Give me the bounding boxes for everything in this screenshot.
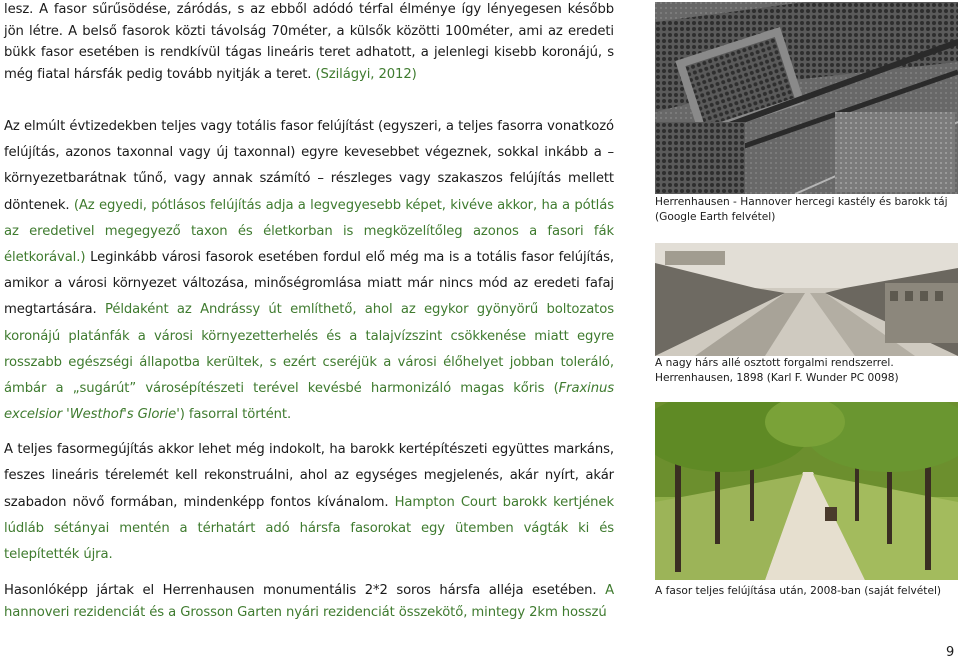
citation: (Szilágyi, 2012) [311,66,417,82]
paragraph-3 [4,437,614,568]
paragraph-3-sentence-1: A teljes fasormegújítás akkor lehet még indokolt, ha barokk kertépítészeti együttes markáns, feszes lineáris térelemét kell rekonstruálni, ahol az egységes megjelenés, akár nyírt, akár szabadon növő formában, mindenképp fontos kívánalom. [4,442,614,510]
paragraph-1-text: lesz. A fasor sűrűsödése, záródás, s az ebből adódó térfal élménye így lényegesen később jön létre. A belső fasorok közti távolság 70méter, a külsők közötti 100méter, ami az eredeti bükk fasor esetében is rendkívül tágas lineáris teret adhatott, a jelenlegi kisebb koronájú, s még fiatal hársfák pedig tovább nyitják a teret. [4,2,614,82]
alley-photo [655,402,958,580]
paragraph-2-sentence-3: Leginkább városi fasorok esetében fordul elő még ma is a totális fasor felújítás, amikor a városi környezet változása, minőségromlása miatt már nincs mód az eredeti fafaj megtartására. [4,250,614,318]
aerial-caption: Herrenhausen - Hannover hercegi kastély és barokk táj (Google Earth felvétel) [655,196,948,223]
alley-caption: A fasor teljes felújítása után, 2008-ban (saját felvétel) [655,585,942,597]
aerial-photo [655,2,958,194]
paragraph-4-sentence-2: A hannoveri rezidenciát és a Grosson Garten nyári rezidenciát összekötő, mintegy 2km hosszú [4,583,614,620]
paragraph-2-sentence-4: Példaként az Andrássy út említhető, ahol az egykor gyönyörű boltozatos koronájú platánfák a városi környezetterhelés és a talajvízszint csökkenése miatt egyre rosszabb egészségi állapotba kerültek, s ezért cseréjük a városi élőhelyet jobban toleráló, ámbár a „sugárút” városépítészeti terével kevésbé harmonizáló magas kőris ( [4,302,614,397]
paragraph-2-sentence-1: Az elmúlt évtizedekben teljes vagy totális fasor felújítást (egyszeri, a teljes fasorra vonatkozó felújítás, azonos taxonnal vagy új taxonnal) egyre kevesebbet végeznek, sokkal inkább a – környezetbarátnak tűnő, vagy annak számító – részleges vagy szakaszos felújítás mellett döntenek. [4,119,614,213]
page-number: 9 [946,645,955,660]
paragraph-4 [4,580,614,624]
paragraph-2-end: ) fasorral történt. [179,407,292,423]
paragraph-2-sentence-2: (Az egyedi, pótlásos felújítás adja a legvegyesebb képet, kivéve akkor, ha a pótlás az eredetivel megegyező taxon és életkorban is megközelítőleg azonos a fasori fák életkorával.) [4,197,614,266]
paragraph-1 [4,0,614,85]
postcard-photo [655,243,958,356]
postcard-caption: A nagy hárs allé osztott forgalmi rendszerrel. Herrenhausen, 1898 (Karl F. Wunder PC 0098) [655,357,899,384]
species-name: Fraxinus excelsior 'Westhof's Glorie' [4,381,614,423]
paragraph-3-sentence-2: Hampton Court barokk kertjének lúdláb sétányai mentén a térhatárt adó hársfa fasorokat egy ütemben vágták ki és telepítették újra. [4,494,614,563]
paragraph-2 [4,114,614,428]
paragraph-4-sentence-1: Hasonlóképp jártak el Herrenhausen monumentális 2*2 soros hársfa alléja esetében. [4,583,597,598]
